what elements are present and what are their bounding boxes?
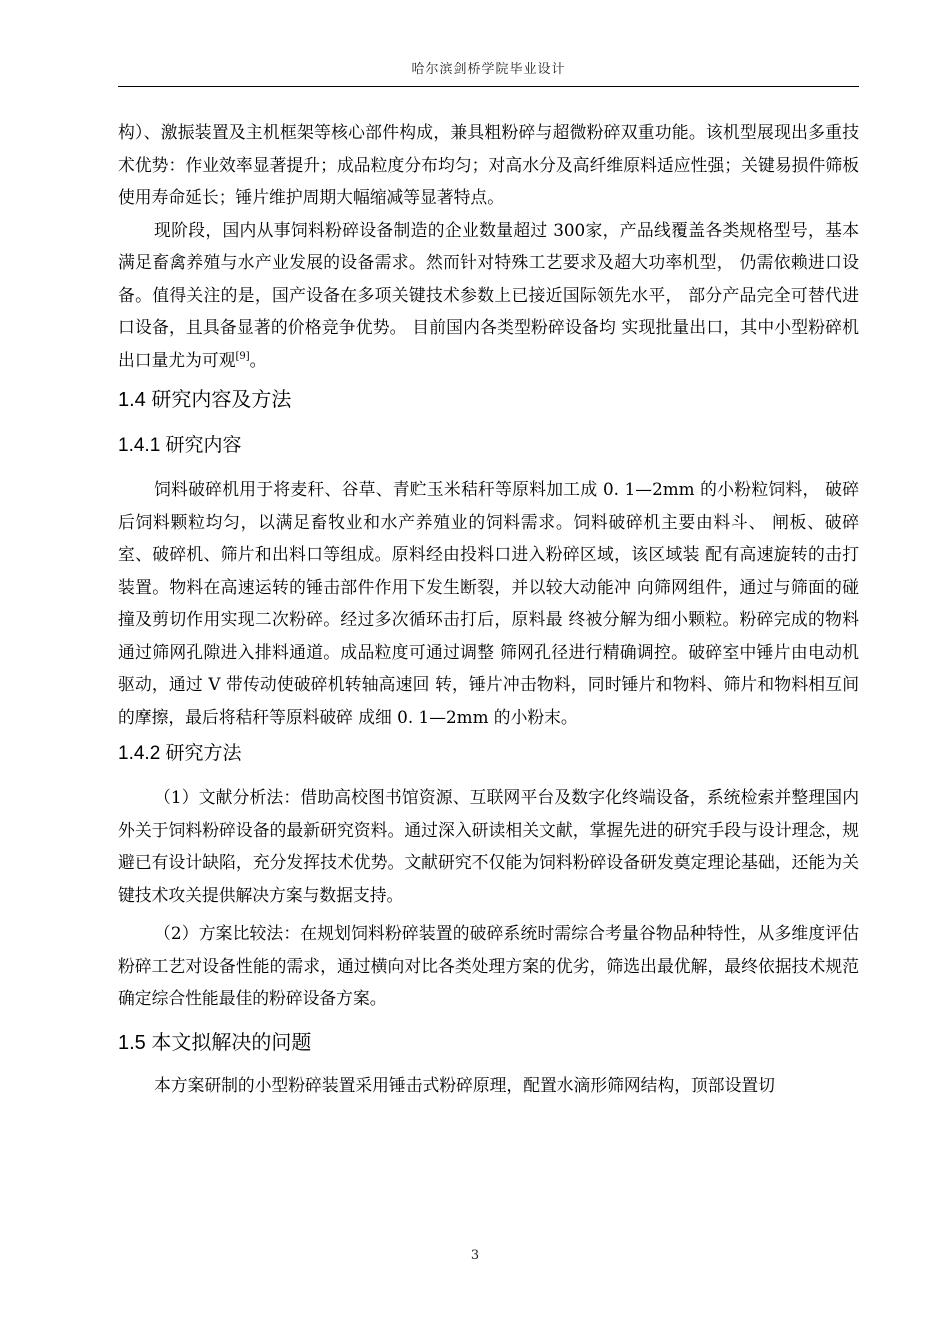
paragraph-intro-continued: 构）、激振装置及主机框架等核心部件构成，兼具粗粉碎与超微粉碎双重功能。该机型展现出多重技术优势：作业效率显著提升；成品粒度分布均匀；对高水分及高纤维原料适应性强；关键易损件筛板使用寿命延长；锤片维护周期大幅缩减等显著特点。 [118, 122, 859, 207]
paragraph-method-literature: （1）文献分析法：借助高校图书馆资源、互联网平台及数字化终端设备，系统检索并整理国内外关于饲料粉碎设备的最新研究资料。通过深入研读相关文献，掌握先进的研究手段与设计理念，规避已有设计缺陷，充分发挥技术优势。文献研究不仅能为饲料粉碎设备研发奠定理论基础，还能为关键技术攻关提供解决方案与数据支持。 [118, 787, 859, 905]
paragraph-research-content: 饲料破碎机用于将麦秆、谷草、青贮玉米秸秆等原料加工成 0. 1—2mm 的小粉粒饲料， 破碎后饲料颗粒均匀，以满足畜牧业和水产养殖业的饲料需求。饲料破碎机主要由料斗、 闸板、破碎室、破碎机、筛片和出料口等组成。原料经由投料口进入粉碎区域，该区域装 配有高速旋转的击打装置。物料在高速运转的锤击部件作用下发生断裂，并以较大动能冲 向筛网组件，通过与筛面的碰撞及剪切作用实现二次粉碎。经过多次循环击打后，原料最 终被分解为细小颗粒。粉碎完成的物料通过筛网孔隙进入排料通道。成品粒度可通过调整 筛网孔径进行精确调控。破碎室中锤片由电动机驱动，通过 V 带传动使破碎机转轴高速回 转，锤片冲击物料，同时锤片和物料、筛片和物料相互间的摩擦，最后将秸秆等原料破碎 成细 0. 1—2mm 的小粉末。 [118, 479, 859, 727]
paragraph-problem: 本方案研制的小型粉碎装置采用锤击式粉碎原理，配置水滴形筛网结构，顶部设置切 [154, 1074, 775, 1095]
citation-ref: [9] [235, 350, 250, 362]
subsection-heading-1-4-2: 1.4.2 研究方法 [118, 743, 242, 764]
section-heading-1-4: 1.4 研究内容及方法 [118, 389, 292, 411]
paragraph-method-comparison: （2）方案比较法：在规划饲料粉碎装置的破碎系统时需综合考量谷物品种特性，从多维度评估粉碎工艺对设备性能的需求，通过横向对比各类处理方案的优劣，筛选出最优解，最终依据技术规范确定综合性能最佳的粉碎设备方案。 [118, 923, 859, 1008]
section-heading-1-5: 1.5 本文拟解决的问题 [118, 1031, 312, 1054]
document-body [118, 116, 859, 1101]
paragraph-domestic-status-end: 。 [249, 349, 267, 370]
subsection-heading-1-4-1: 1.4.1 研究内容 [118, 435, 242, 456]
header-divider [118, 86, 859, 87]
paragraph-domestic-status [118, 214, 859, 377]
paragraph-domestic-status-text: 现阶段，国内从事饲料粉碎设备制造的企业数量超过 300家，产品线覆盖各类规格型号，基本满足畜禽养殖与水产业发展的设备需求。然而针对特殊工艺要求及超大功率机型， 仍需依赖进口设备。值得关注的是，国产设备在多项关键技术参数上已接近国际领先水平， 部分产品完全可替代进口设备，且具备显著的价格竞争优势。 目前国内各类型粉碎设备均 实现批量出口，其中小型粉碎机出口量尤为可观 [118, 219, 859, 370]
page-number: 3 [470, 1248, 480, 1263]
page-header-title: 哈尔滨剑桥学院毕业设计 [411, 62, 566, 77]
